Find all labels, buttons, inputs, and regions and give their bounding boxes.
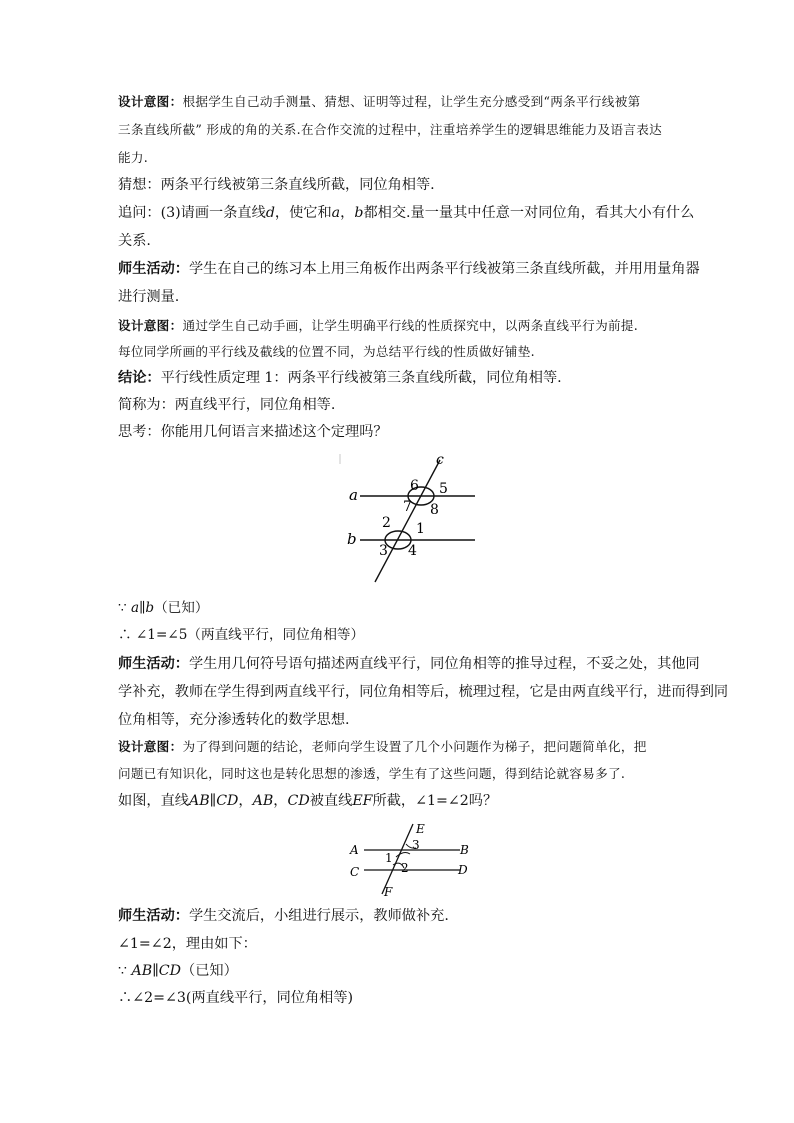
label-1: 1 xyxy=(416,521,425,537)
activity-label-2: 师生活动： xyxy=(118,656,189,672)
conclusion xyxy=(118,364,703,392)
activity-paragraph-1 xyxy=(118,255,703,283)
label-n1: 1 xyxy=(385,851,393,865)
follow-up-label: 追问： xyxy=(118,205,161,221)
label-4: 4 xyxy=(408,543,417,559)
parallel-lines-figure-1 xyxy=(330,448,490,588)
activity-line-2: 进行测量. xyxy=(118,289,180,305)
q-cd: CD xyxy=(216,793,239,809)
q-text-e: 所截，∠1=∠2吗？ xyxy=(372,793,498,809)
proof1-line-1 xyxy=(118,594,703,622)
design-intent-paragraph-2 xyxy=(118,312,703,340)
label-n2: 2 xyxy=(401,861,409,875)
label-A: A xyxy=(350,843,359,857)
label-C: C xyxy=(350,865,360,879)
label-7: 7 xyxy=(403,499,412,515)
q-ab2: AB xyxy=(252,793,274,809)
proof2-reason-1: （已知） xyxy=(181,963,238,979)
because-symbol: ∵ xyxy=(118,600,127,616)
design-intent-line-2: 三条直线所截” 形成的角的关系.在合作交流的过程中，注重培养学生的逻辑思维能力及语言表达 xyxy=(118,122,662,137)
q-cd2: CD xyxy=(287,793,310,809)
q-text-c: ， xyxy=(273,793,288,809)
thinking-question: 思考：你能用几何语言来描述这个定理吗？ xyxy=(118,424,388,440)
follow-up-text-a: (3)请画一条直线 xyxy=(160,205,266,221)
q-text-b: ， xyxy=(238,793,253,809)
var-a: a xyxy=(331,205,341,221)
activity-line-1: 学生在自己的练习本上用三角板作出两条平行线被第三条直线所截，并用用量角器 xyxy=(188,261,700,277)
activity-label: 师生活动： xyxy=(118,261,189,277)
proof2-line-2 xyxy=(118,957,703,985)
label-3: 3 xyxy=(379,543,388,559)
proof2-line-1: ∠1=∠2，理由如下： xyxy=(118,936,257,952)
proof1-reason-1: （已知） xyxy=(154,600,209,616)
label-c: c xyxy=(436,452,444,468)
label-n3: 3 xyxy=(412,838,420,852)
q-ab: AB xyxy=(188,793,210,809)
abbreviation: 简称为：两直线平行，同位角相等. xyxy=(118,397,336,413)
because-symbol-2: ∵ xyxy=(118,963,128,979)
label-F: F xyxy=(384,885,393,899)
var-b: b xyxy=(354,205,364,221)
design-intent-label: 设计意图： xyxy=(118,94,183,109)
design-intent-label-2: 设计意图： xyxy=(118,318,183,333)
follow-up-text-b: ，使它和 xyxy=(274,205,332,221)
label-E: E xyxy=(416,822,425,836)
design-intent-3-line-1: 为了得到问题的结论，老师向学生设置了几个小问题作为梯子，把问题简单化，把 xyxy=(182,739,647,754)
design-intent-paragraph-1 xyxy=(118,88,703,116)
figure-question xyxy=(118,787,703,815)
activity-2-line-1: 学生用几何符号语句描述两直线平行，同位角相等的推导过程，不妥之处，其他同 xyxy=(188,656,700,672)
q-text-a: 如图，直线 xyxy=(118,793,189,809)
follow-up-text-c: ， xyxy=(340,205,355,221)
activity-label-3: 师生活动： xyxy=(118,908,189,924)
proof1-line-2 xyxy=(118,621,703,649)
design-intent-paragraph-3 xyxy=(118,733,703,761)
parallel-lines-figure-2 xyxy=(340,818,480,900)
proof2-statement-1: AB∥CD xyxy=(131,963,182,979)
conclusion-text: 平行线性质定理 1：两条平行线被第三条直线所截，同位角相等. xyxy=(160,370,562,386)
follow-up-line-2: 关系. xyxy=(118,233,151,249)
label-6: 6 xyxy=(410,478,419,494)
activity-3-text: 学生交流后，小组进行展示，教师做补充. xyxy=(188,908,449,924)
activity-paragraph-3 xyxy=(118,902,703,930)
activity-2-line-2: 学补充，教师在学生得到两直线平行，同位角相等后，梳理过程，它是由两直线平行，进而得到同 xyxy=(118,684,729,700)
design-intent-line-1: 根据学生自己动手测量、猜想、证明等过程，让学生充分感受到“两条平行线被第 xyxy=(182,94,641,109)
proof1-statement-2: ∠1=∠5 xyxy=(135,627,188,643)
label-B: B xyxy=(460,843,469,857)
label-a: a xyxy=(349,486,358,504)
var-d: d xyxy=(265,205,275,221)
q-parallel: ∥ xyxy=(209,793,217,809)
proof1-reason-2: （两直线平行，同位角相等） xyxy=(187,627,365,643)
therefore-symbol: ∴ xyxy=(118,627,132,643)
follow-up-question xyxy=(118,199,703,227)
activity-paragraph-2 xyxy=(118,650,703,678)
conjecture: 猜想：两条平行线被第三条直线所截，同位角相等. xyxy=(118,177,435,193)
design-intent-3-line-2: 问题已有知识化，同时这也是转化思想的渗透，学生有了这些问题，得到结论就容易多了. xyxy=(118,766,626,781)
follow-up-text-d: 都相交.量一量其中任意一对同位角，看其大小有什么 xyxy=(363,205,695,221)
activity-2-line-3: 位角相等，充分渗透转化的数学思想. xyxy=(118,712,350,728)
conclusion-label: 结论： xyxy=(118,370,161,386)
q-text-d: 被直线 xyxy=(309,793,353,809)
design-intent-2-line-2: 每位同学所画的平行线及截线的位置不同，为总结平行线的性质做好铺垫. xyxy=(118,344,535,359)
label-5: 5 xyxy=(439,481,448,497)
proof1-statement-1: a∥b xyxy=(130,600,155,616)
label-8: 8 xyxy=(430,502,439,518)
label-D: D xyxy=(458,863,468,877)
design-intent-2-line-1: 通过学生自己动手画，让学生明确平行线的性质探究中，以两条直线平行为前提. xyxy=(182,318,639,333)
label-2: 2 xyxy=(382,515,391,531)
q-ef: EF xyxy=(352,793,373,809)
label-b: b xyxy=(347,530,357,548)
proof2-line-3: ∴∠2=∠3(两直线平行，同位角相等) xyxy=(118,990,354,1006)
design-intent-line-3: 能力. xyxy=(118,150,149,165)
design-intent-label-3: 设计意图： xyxy=(118,739,183,754)
